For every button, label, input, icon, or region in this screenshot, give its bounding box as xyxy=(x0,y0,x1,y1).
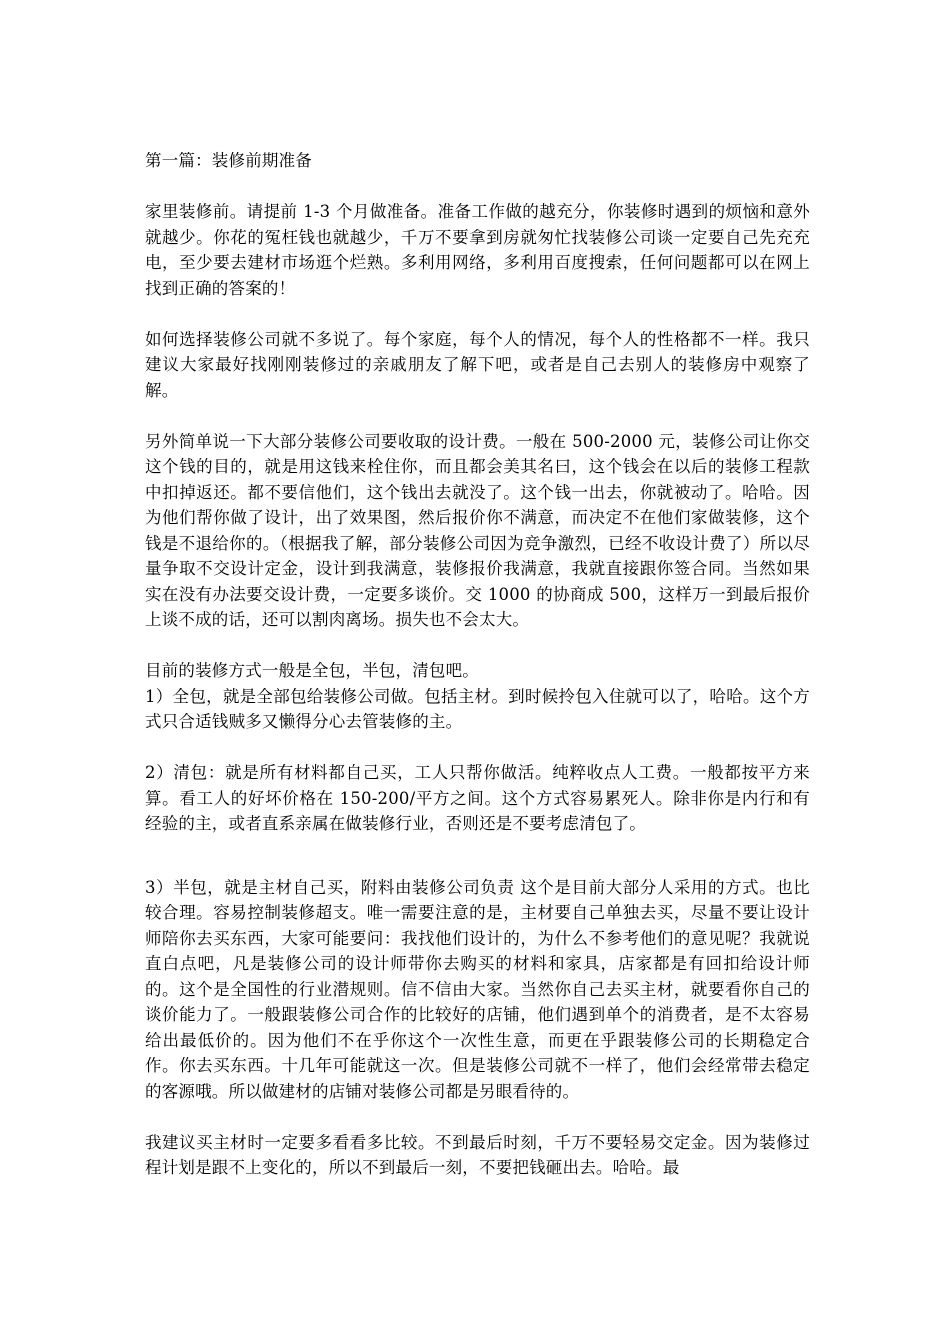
spacer xyxy=(145,1104,810,1130)
spacer xyxy=(145,403,810,429)
paragraph-preparation: 家里装修前。请提前 1-3 个月做准备。准备工作做的越充分，你装修时遇到的烦恼和意外就越少。你花的冤枉钱也就越少，千万不要拿到房就匆忙找装修公司谈一定要自己先充充电，至少要去建材市场逛个烂熟。多利用网络，多利用百度搜索，任何问题都可以在网上找到正确的答案的！ xyxy=(145,202,810,298)
document-body xyxy=(145,148,810,1181)
document-title: 第一篇：装修前期准备 xyxy=(145,151,312,170)
paragraph-design-fee: 另外简单说一下大部分装修公司要收取的设计费。一般在 500-2000 元，装修公司让你交这个钱的目的，就是用这钱来栓住你，而且都会美其名曰，这个钱会在以后的装修工程款中扣掉返还。都不要信他们，这个钱出去就没了。这个钱一出去，你就被动了。哈哈。因为他们帮你做了设计，出了效果图，然后报价你不满意，而决定不在他们家做装修，这个钱是不退给你的。（根据我了解，部分装修公司因为竞争激烈，已经不收设计费了）所以尽量争取不交设计定金，设计到我满意，装修报价我满意，我就直接跟你签合同。当然如果实在没有办法要交设计费，一定要多谈价。交 1000 的协商成 500，这样万一到最后报价上谈不成的话，还可以割肉离场。损失也不会太大。 xyxy=(145,431,810,629)
paragraph-half-package: 3）半包，就是主材自己买，附料由装修公司负责 这个是目前大部分人采用的方式。也比较合理。容易控制装修超支。唯一需要注意的是，主材要自己单独去买，尽量不要让设计师陪你去买东西，大家可能要问：我找他们设计的，为什么不参考他们的意见呢？我就说直白点吧，凡是装修公司的设计师带你去购买的材料和家具，店家都是有回扣给设计师的。这个是全国性的行业潜规则。信不信由大家。当然你自己去买主材，就要看你自己的谈价能力了。一般跟装修公司合作的比较好的店铺，他们遇到单个的消费者，是不太容易给出最低价的。因为他们不在乎你这个一次性生意，而更在乎跟装修公司的长期稳定合作。你去买东西。十几年可能就这一次。但是装修公司就不一样了，他们会经常带去稳定的客源哦。所以做建材的店铺对装修公司都是另眼看待的。 xyxy=(145,877,810,1101)
paragraph-labor-only: 2）清包：就是所有材料都自己买，工人只帮你做活。纯粹收点人工费。一般都按平方来算。看工人的好坏价格在 150-200/平方之间。这个方式容易累死人。除非你是内行和有经验的主，或者直系亲属在做装修行业，否则还是不要考虑清包了。 xyxy=(145,763,810,833)
spacer xyxy=(145,633,810,659)
paragraph-buying-advice: 我建议买主材时一定要多看看多比较。不到最后时刻，千万不要轻易交定金。因为装修过程计划是跟不上变化的，所以不到最后一刻，不要把钱砸出去。哈哈。最 xyxy=(145,1132,810,1177)
spacer xyxy=(145,301,810,327)
spacer xyxy=(145,174,810,200)
paragraph-choose-company: 如何选择装修公司就不多说了。每个家庭，每个人的情况，每个人的性格都不一样。我只建议大家最好找刚刚装修过的亲戚朋友了解下吧，或者是自己去别人的装修房中观察了解。 xyxy=(145,329,810,400)
paragraph-methods-intro: 目前的装修方式一般是全包，半包，清包吧。 xyxy=(145,661,479,680)
spacer xyxy=(145,735,810,761)
paragraph-full-package: 1）全包，就是全部包给装修公司做。包括主材。到时候拎包入住就可以了，哈哈。这个方式只合适钱贼多又懒得分心去管装修的主。 xyxy=(145,686,810,731)
spacer xyxy=(145,837,810,875)
